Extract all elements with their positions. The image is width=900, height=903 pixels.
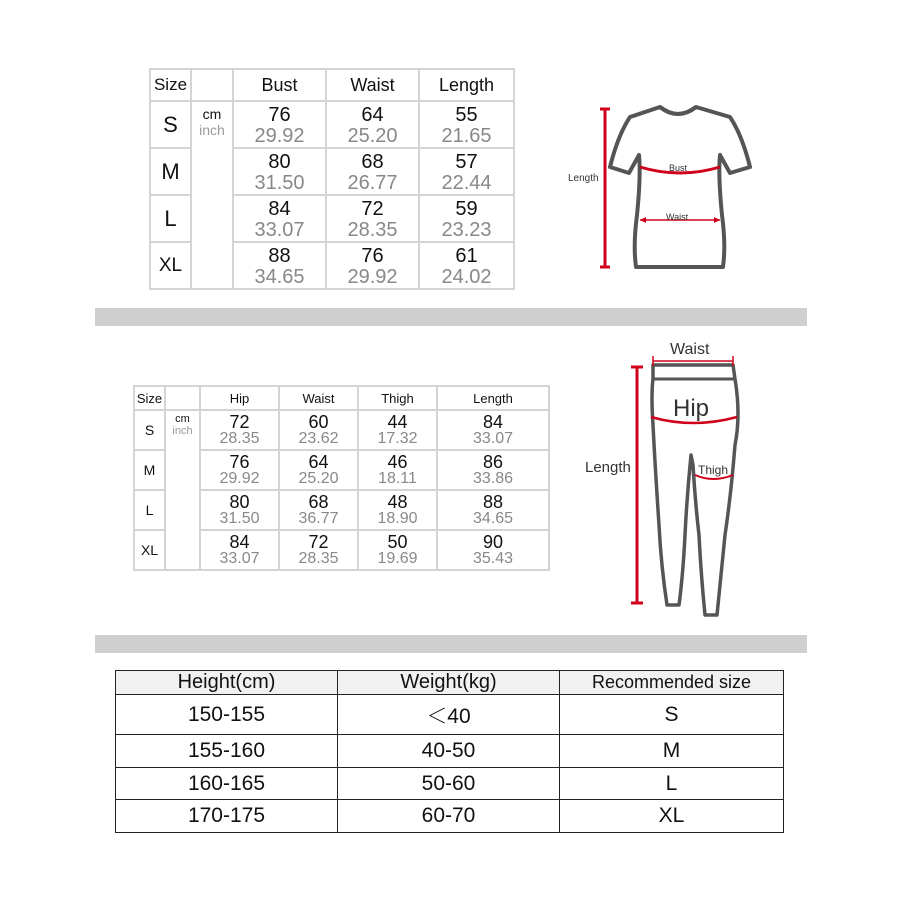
table-row <box>134 530 549 570</box>
header-waist: Waist <box>326 69 419 101</box>
table-row <box>134 450 549 490</box>
size-cell: L <box>560 767 784 800</box>
value-cm: 72 <box>308 532 329 552</box>
value-cm: 88 <box>482 492 504 512</box>
size-cell: M <box>134 450 165 490</box>
pants-size-table <box>133 385 548 571</box>
table-row <box>150 148 514 195</box>
unit-inch-label: inch <box>199 122 225 138</box>
size-cell: S <box>150 101 191 148</box>
size-cell: XL <box>150 242 191 289</box>
header-size: Size <box>150 69 191 101</box>
shirt-size-table <box>149 68 513 290</box>
value-inch: 33.07 <box>472 430 514 447</box>
value-inch: 22.44 <box>441 171 492 194</box>
waist-cell <box>279 450 358 490</box>
tshirt-outline <box>610 107 750 267</box>
bust-cell <box>233 195 326 242</box>
size-cell: S <box>560 695 784 735</box>
value-cm: 60 <box>308 412 329 432</box>
table-row <box>116 735 784 768</box>
unit-cm-label: cm <box>175 413 190 425</box>
header-size: Size <box>134 386 165 410</box>
header-thigh: Thigh <box>358 386 437 410</box>
value-inch: 36.77 <box>298 510 339 527</box>
bust-cell <box>233 101 326 148</box>
value-cm: 44 <box>387 412 408 432</box>
length-cell <box>437 450 549 490</box>
value-inch: 31.50 <box>254 171 305 194</box>
value-inch: 35.43 <box>472 550 514 567</box>
value-inch: 25.20 <box>347 124 398 147</box>
pants-hip-label: Hip <box>673 395 710 422</box>
value-inch: 23.62 <box>298 430 339 447</box>
size-cell: L <box>134 490 165 530</box>
value-cm: 68 <box>308 492 329 512</box>
thigh-cell <box>358 450 437 490</box>
hip-cell <box>200 530 279 570</box>
length-cell <box>419 195 514 242</box>
value-cm: 72 <box>229 412 250 432</box>
value-inch: 33.07 <box>254 218 305 241</box>
recommendation-table <box>115 670 783 833</box>
table-row <box>150 195 514 242</box>
size-cell: XL <box>560 800 784 833</box>
height-cell: 155-160 <box>116 735 338 768</box>
value-inch: 29.92 <box>219 470 260 487</box>
value-cm: 84 <box>482 412 504 432</box>
shirt-bust-label: Bust <box>669 163 688 173</box>
weight-cell: 60-70 <box>338 800 560 833</box>
value-inch: 34.65 <box>472 510 514 527</box>
value-cm: 48 <box>387 492 408 512</box>
unit-spacer <box>191 242 233 289</box>
header-unit <box>191 69 233 101</box>
header-unit <box>165 386 200 410</box>
value-inch: 28.35 <box>347 218 398 241</box>
table-row <box>116 767 784 800</box>
value-inch: 31.50 <box>219 510 260 527</box>
value-inch: 21.65 <box>441 124 492 147</box>
hip-cell <box>200 410 279 450</box>
value-inch: 29.92 <box>254 124 305 147</box>
thigh-cell <box>358 530 437 570</box>
value-inch: 24.02 <box>441 265 492 288</box>
shirt-waist-label: Waist <box>666 212 689 222</box>
value-inch: 19.69 <box>377 550 418 567</box>
unit-spacer <box>191 148 233 195</box>
value-inch: 18.90 <box>377 510 418 527</box>
weight-cell: 50-60 <box>338 767 560 800</box>
value-cm: 76 <box>229 452 250 472</box>
value-cm: 64 <box>308 452 329 472</box>
value-cm: 84 <box>229 532 250 552</box>
header-length: Length <box>419 69 514 101</box>
shirt-length-label: Length <box>568 173 599 184</box>
value-inch: 34.65 <box>254 265 305 288</box>
unit-label-cell <box>165 410 200 450</box>
size-cell: XL <box>134 530 165 570</box>
value-cm: 46 <box>387 452 408 472</box>
value-cm: 57 <box>455 150 478 173</box>
unit-spacer <box>165 450 200 490</box>
length-cell <box>419 242 514 289</box>
waist-cell <box>326 242 419 289</box>
waist-cell <box>279 530 358 570</box>
value-inch: 33.07 <box>219 550 260 567</box>
table-row <box>134 410 549 450</box>
value-inch: 25.20 <box>298 470 339 487</box>
length-cell <box>419 101 514 148</box>
header-height: Height(cm) <box>116 671 338 695</box>
unit-inch-label: inch <box>172 425 193 437</box>
size-cell: M <box>560 735 784 768</box>
header-length: Length <box>437 386 549 410</box>
value-cm: 59 <box>455 197 478 220</box>
waist-cell <box>279 410 358 450</box>
value-inch: 23.23 <box>441 218 492 241</box>
thigh-cell <box>358 410 437 450</box>
waist-cell <box>279 490 358 530</box>
section-divider <box>95 308 807 326</box>
header-hip: Hip <box>200 386 279 410</box>
value-cm: 90 <box>482 532 504 552</box>
value-cm: 76 <box>361 244 384 267</box>
unit-cm-label: cm <box>202 106 222 122</box>
pants-length-label: Length <box>585 459 631 476</box>
waist-cell <box>326 101 419 148</box>
table-row <box>150 242 514 289</box>
value-cm: 80 <box>268 150 291 173</box>
length-cell <box>419 148 514 195</box>
height-cell: 170-175 <box>116 800 338 833</box>
weight-cell: 40-50 <box>338 735 560 768</box>
value-cm: 72 <box>361 197 384 220</box>
unit-spacer <box>165 490 200 530</box>
value-cm: 50 <box>387 532 408 552</box>
pants-waist-label: Waist <box>670 341 710 358</box>
value-cm: 84 <box>268 197 291 220</box>
header-weight: Weight(kg) <box>338 671 560 695</box>
thigh-cell <box>358 490 437 530</box>
value-cm: 64 <box>361 103 384 126</box>
size-cell: M <box>150 148 191 195</box>
waist-cell <box>326 148 419 195</box>
tshirt-diagram <box>560 95 780 280</box>
table-row <box>150 101 514 148</box>
unit-spacer <box>165 530 200 570</box>
value-inch: 26.77 <box>347 171 398 194</box>
value-inch: 17.32 <box>377 430 418 447</box>
value-inch: 18.11 <box>378 470 417 487</box>
weight-cell: ＜40 <box>338 695 560 735</box>
pants-diagram <box>575 335 775 620</box>
value-cm: 61 <box>455 244 478 267</box>
value-cm: 88 <box>268 244 291 267</box>
height-cell: 150-155 <box>116 695 338 735</box>
header-recommended-size: Recommended size <box>560 671 784 695</box>
bust-cell <box>233 242 326 289</box>
value-cm: 55 <box>455 103 478 126</box>
header-waist: Waist <box>279 386 358 410</box>
value-inch: 33.86 <box>472 470 514 487</box>
value-inch: 29.92 <box>347 265 398 288</box>
hip-cell <box>200 490 279 530</box>
value-inch: 28.35 <box>298 550 339 567</box>
value-inch: 28.35 <box>219 430 260 447</box>
value-cm: 80 <box>229 492 250 512</box>
hip-cell <box>200 450 279 490</box>
height-cell: 160-165 <box>116 767 338 800</box>
waist-cell <box>326 195 419 242</box>
value-cm: 68 <box>361 150 384 173</box>
size-cell: S <box>134 410 165 450</box>
value-cm: 76 <box>268 103 291 126</box>
length-cell <box>437 410 549 450</box>
table-row <box>116 695 784 735</box>
section-divider <box>95 635 807 653</box>
length-cell <box>437 530 549 570</box>
pants-thigh-label: Thigh <box>698 463 729 477</box>
header-bust: Bust <box>233 69 326 101</box>
table-row <box>116 800 784 833</box>
unit-spacer <box>191 195 233 242</box>
table-row <box>134 490 549 530</box>
unit-label-cell <box>191 101 233 148</box>
size-cell: L <box>150 195 191 242</box>
value-cm: 86 <box>482 452 504 472</box>
bust-cell <box>233 148 326 195</box>
length-cell <box>437 490 549 530</box>
